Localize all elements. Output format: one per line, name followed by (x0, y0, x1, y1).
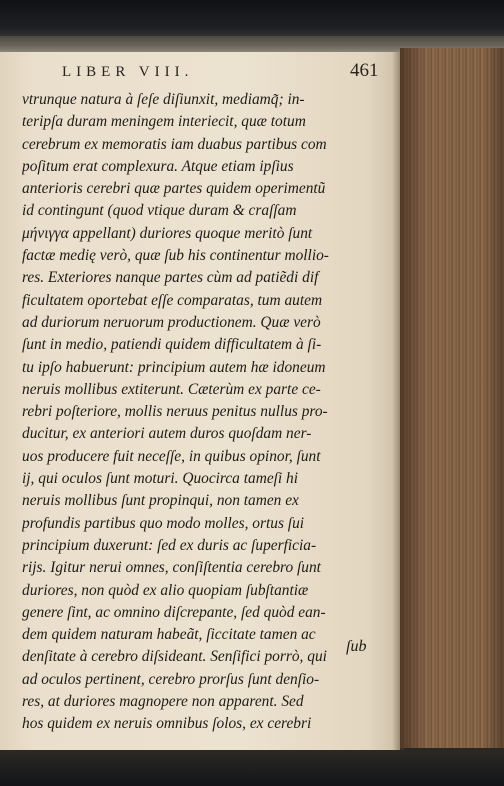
background-top (0, 0, 504, 40)
text-line: rebri poſteriore, mollis neruus penitus nullus pro- (22, 403, 328, 421)
text-line: profundis partibus quo modo molles, ortus ſui (22, 514, 305, 532)
text-line: teripſa duram meningem interiecit, quæ totum (22, 113, 306, 131)
page-number: 461 (350, 60, 379, 81)
background-bottom (0, 750, 504, 786)
text-line: ad duriorum neruorum productionem. Quæ verò (22, 313, 321, 331)
text-line: res. Exteriores nanque partes cùm ad patiẽdi dif (22, 269, 319, 287)
text-line: cerebrum ex memoratis iam duabus partibus com (22, 135, 327, 153)
body-text (22, 89, 392, 736)
text-line: anterioris cerebri quæ partes quidem operimentũ (22, 180, 326, 198)
text-line: rijs. Igitur nerui omnes, conſiſtentia cerebro ſunt (22, 559, 321, 577)
text-line: neruis mollibus extiterunt. Cæterùm ex parte ce- (22, 380, 321, 398)
text-line: poſitum erat complexura. Atque etiam ipſius (22, 157, 294, 175)
text-line: id contingunt (quod vtique duram & craſſam (22, 202, 297, 220)
text-line: dem quidem naturam habeãt, ſiccitate tamen ac (22, 626, 316, 644)
catchword: ſub (346, 638, 367, 655)
text-line: ficultatem oportebat eſſe comparatas, tum autem (22, 291, 323, 309)
text-line: μήνιγγα appellant) duriores quoque meritò ſunt (22, 224, 313, 242)
text-line: neruis mollibus ſunt propinqui, non tamen ex (22, 492, 299, 510)
running-title: LIBER VIII. (62, 64, 194, 80)
text-line: principium duxerunt: ſed ex duris ac ſuperficia- (22, 536, 317, 554)
text-line: ducitur, ex anteriori autem duros quoſdam ner- (22, 425, 312, 443)
page-edges (400, 48, 504, 748)
text-line: uos producere fuit neceſſe, in quibus opinor, ſunt (22, 447, 321, 465)
page-gutter-shadow (392, 52, 404, 752)
text-line: ſunt in medio, patiendi quidem difficultatem à ſi- (22, 336, 322, 354)
text-line: denſitate à cerebro diſsideant. Senſifici porrò, qui (22, 648, 327, 666)
text-line: tu ipſo habuerunt: principium autem hæ idoneum (22, 358, 326, 376)
text-line: duriores, non quòd ex alio quopiam ſubſtantiæ (22, 581, 309, 599)
page-header (30, 60, 400, 86)
text-line: ad oculos pertinent, cerebro prorſus ſunt denſio- (22, 670, 320, 688)
text-line: res, at duriores magnopere non apparent. Sed (22, 693, 304, 711)
text-line: genere ſint, ac omnino diſcrepante, ſed quòd ean- (22, 603, 326, 621)
text-line: hos quidem ex neruis omnibus ſolos, ex cerebri (22, 715, 312, 733)
text-line: vtrunque natura à ſeſe diſiunxit, mediamq̃; in- (22, 91, 305, 108)
text-line: ij, qui oculos ſunt moturi. Quocirca tameſi hi (22, 470, 299, 488)
text-line: factæ medię verò, quæ ſub his continentur mollio- (22, 247, 329, 265)
